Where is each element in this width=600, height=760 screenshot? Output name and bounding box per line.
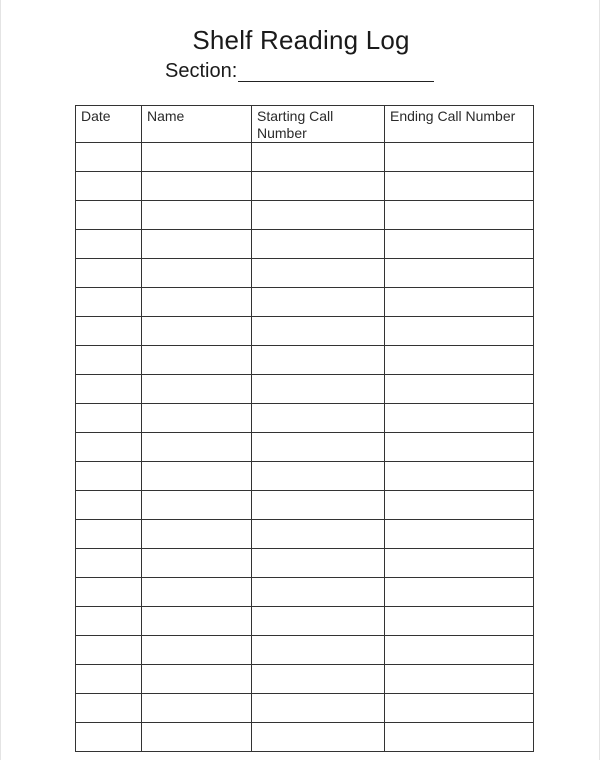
cell-ending-call-number[interactable]	[385, 723, 534, 752]
cell-date[interactable]	[76, 665, 142, 694]
cell-ending-call-number[interactable]	[385, 462, 534, 491]
table-row	[76, 230, 534, 259]
cell-ending-call-number[interactable]	[385, 433, 534, 462]
cell-starting-call-number[interactable]	[252, 172, 385, 201]
table-row	[76, 346, 534, 375]
cell-ending-call-number[interactable]	[385, 230, 534, 259]
cell-date[interactable]	[76, 723, 142, 752]
cell-name[interactable]	[142, 462, 252, 491]
table-row	[76, 549, 534, 578]
cell-name[interactable]	[142, 201, 252, 230]
cell-starting-call-number[interactable]	[252, 723, 385, 752]
cell-starting-call-number[interactable]	[252, 143, 385, 172]
cell-date[interactable]	[76, 607, 142, 636]
table-row	[76, 520, 534, 549]
cell-ending-call-number[interactable]	[385, 404, 534, 433]
cell-date[interactable]	[76, 201, 142, 230]
table-row	[76, 607, 534, 636]
cell-date[interactable]	[76, 694, 142, 723]
column-header-ending-call-number: Ending Call Number	[385, 106, 534, 143]
cell-starting-call-number[interactable]	[252, 259, 385, 288]
cell-name[interactable]	[142, 433, 252, 462]
cell-date[interactable]	[76, 346, 142, 375]
cell-name[interactable]	[142, 288, 252, 317]
cell-starting-call-number[interactable]	[252, 317, 385, 346]
cell-starting-call-number[interactable]	[252, 346, 385, 375]
column-header-starting-call-number: Starting Call Number	[252, 106, 385, 143]
cell-date[interactable]	[76, 288, 142, 317]
cell-ending-call-number[interactable]	[385, 636, 534, 665]
cell-starting-call-number[interactable]	[252, 375, 385, 404]
cell-name[interactable]	[142, 549, 252, 578]
cell-name[interactable]	[142, 404, 252, 433]
cell-ending-call-number[interactable]	[385, 549, 534, 578]
cell-starting-call-number[interactable]	[252, 636, 385, 665]
cell-date[interactable]	[76, 636, 142, 665]
cell-starting-call-number[interactable]	[252, 201, 385, 230]
cell-starting-call-number[interactable]	[252, 491, 385, 520]
cell-starting-call-number[interactable]	[252, 694, 385, 723]
cell-date[interactable]	[76, 317, 142, 346]
table-row	[76, 288, 534, 317]
table-row	[76, 317, 534, 346]
cell-date[interactable]	[76, 549, 142, 578]
table-row	[76, 723, 534, 752]
cell-ending-call-number[interactable]	[385, 143, 534, 172]
cell-date[interactable]	[76, 172, 142, 201]
cell-date[interactable]	[76, 520, 142, 549]
cell-name[interactable]	[142, 346, 252, 375]
cell-ending-call-number[interactable]	[385, 288, 534, 317]
cell-name[interactable]	[142, 607, 252, 636]
table-row	[76, 636, 534, 665]
cell-date[interactable]	[76, 491, 142, 520]
cell-ending-call-number[interactable]	[385, 694, 534, 723]
cell-date[interactable]	[76, 143, 142, 172]
cell-date[interactable]	[76, 433, 142, 462]
column-header-date: Date	[76, 106, 142, 143]
table-row	[76, 375, 534, 404]
column-header-name: Name	[142, 106, 252, 143]
table-row	[76, 143, 534, 172]
cell-name[interactable]	[142, 636, 252, 665]
table-row	[76, 694, 534, 723]
cell-name[interactable]	[142, 694, 252, 723]
table-row	[76, 404, 534, 433]
table-body	[76, 143, 534, 752]
cell-starting-call-number[interactable]	[252, 288, 385, 317]
table-row	[76, 433, 534, 462]
cell-ending-call-number[interactable]	[385, 317, 534, 346]
cell-ending-call-number[interactable]	[385, 172, 534, 201]
cell-name[interactable]	[142, 723, 252, 752]
cell-date[interactable]	[76, 259, 142, 288]
table-row	[76, 201, 534, 230]
cell-starting-call-number[interactable]	[252, 578, 385, 607]
cell-starting-call-number[interactable]	[252, 607, 385, 636]
cell-ending-call-number[interactable]	[385, 375, 534, 404]
section-blank-line[interactable]	[238, 62, 434, 82]
cell-starting-call-number[interactable]	[252, 665, 385, 694]
cell-starting-call-number[interactable]	[252, 404, 385, 433]
cell-name[interactable]	[142, 375, 252, 404]
cell-starting-call-number[interactable]	[252, 549, 385, 578]
cell-starting-call-number[interactable]	[252, 230, 385, 259]
cell-name[interactable]	[142, 317, 252, 346]
cell-date[interactable]	[76, 375, 142, 404]
cell-ending-call-number[interactable]	[385, 607, 534, 636]
cell-ending-call-number[interactable]	[385, 520, 534, 549]
cell-starting-call-number[interactable]	[252, 520, 385, 549]
section-field	[165, 58, 434, 82]
table-row	[76, 172, 534, 201]
cell-name[interactable]	[142, 230, 252, 259]
cell-date[interactable]	[76, 230, 142, 259]
cell-name[interactable]	[142, 491, 252, 520]
cell-starting-call-number[interactable]	[252, 433, 385, 462]
cell-name[interactable]	[142, 578, 252, 607]
table-row	[76, 491, 534, 520]
cell-name[interactable]	[142, 259, 252, 288]
cell-date[interactable]	[76, 404, 142, 433]
cell-name[interactable]	[142, 143, 252, 172]
table-row	[76, 462, 534, 491]
cell-ending-call-number[interactable]	[385, 578, 534, 607]
section-label: Section:	[165, 60, 238, 82]
cell-name[interactable]	[142, 172, 252, 201]
cell-date[interactable]	[76, 578, 142, 607]
table-row	[76, 259, 534, 288]
log-table	[75, 105, 534, 752]
cell-starting-call-number[interactable]	[252, 462, 385, 491]
table-header-row	[76, 106, 534, 143]
table-row	[76, 665, 534, 694]
cell-ending-call-number[interactable]	[385, 346, 534, 375]
table-row	[76, 578, 534, 607]
cell-name[interactable]	[142, 665, 252, 694]
cell-ending-call-number[interactable]	[385, 201, 534, 230]
cell-ending-call-number[interactable]	[385, 665, 534, 694]
cell-date[interactable]	[76, 462, 142, 491]
cell-ending-call-number[interactable]	[385, 491, 534, 520]
page-title: Shelf Reading Log	[192, 25, 410, 55]
cell-ending-call-number[interactable]	[385, 259, 534, 288]
cell-name[interactable]	[142, 520, 252, 549]
